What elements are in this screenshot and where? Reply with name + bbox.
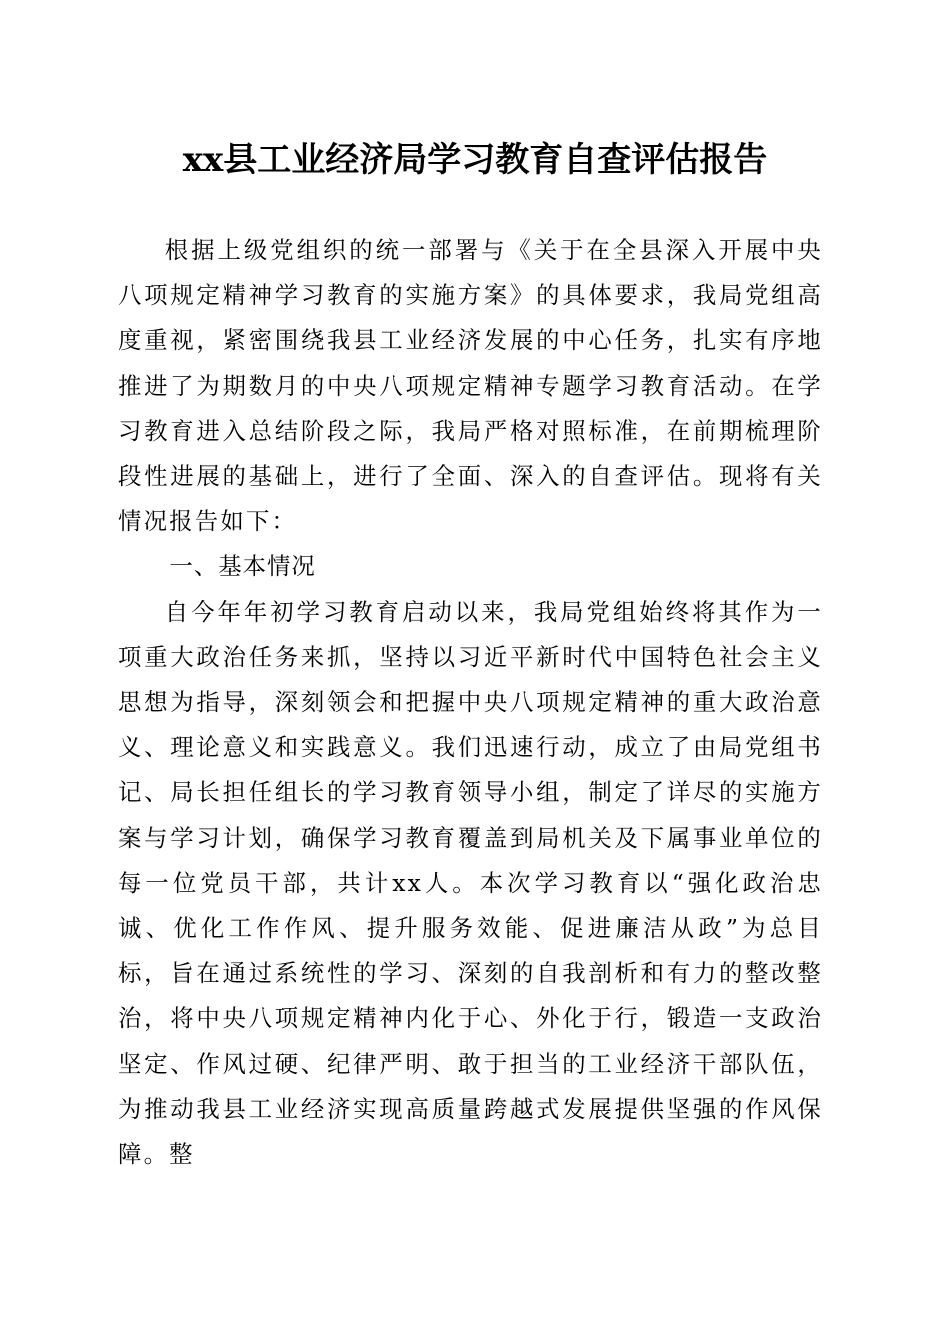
- section-heading-basic-situation: 一、基本情况: [169, 552, 316, 581]
- document-title: xx县工业经济局学习教育自查评估报告: [182, 140, 768, 180]
- document-body: [118, 228, 823, 1177]
- intro-paragraph: 根据上级党组织的统一部署与《关于在全县深入开展中央八项规定精神学习教育的实施方案》的具体要求，我局党组高度重视，紧密围绕我县工业经济发展的中心任务，扎实有序地推进了为期数月的中央八项规定精神专题学习教育活动。在学习教育进入总结阶段之际，我局严格对照标准，在前期梳理阶段性进展的基础上，进行了全面、深入的自查评估。现将有关情况报告如下：: [118, 236, 823, 536]
- section-basic-situation-paragraph: 自今年年初学习教育启动以来，我局党组始终将其作为一项重大政治任务来抓，坚持以习近平新时代中国特色社会主义思想为指导，深刻领会和把握中央八项规定精神的重大政治意义、理论意义和实践意义。我们迅速行动，成立了由局党组书记、局长担任组长的学习教育领导小组，制定了详尽的实施方案与学习计划，确保学习教育覆盖到局机关及下属事业单位的每一位党员干部，共计xx人。本次学习教育以“强化政治忠诚、优化工作作风、提升服务效能、促进廉洁从政”为总目标，旨在通过系统性的学习、深刻的自我剖析和有力的整改整治，将中央八项规定精神内化于心、外化于行，锻造一支政治坚定、作风过硬、纪律严明、敢于担当的工业经济干部队伍，为推动我县工业经济实现高质量跨越式发展提供坚强的作风保障。整: [118, 597, 823, 1169]
